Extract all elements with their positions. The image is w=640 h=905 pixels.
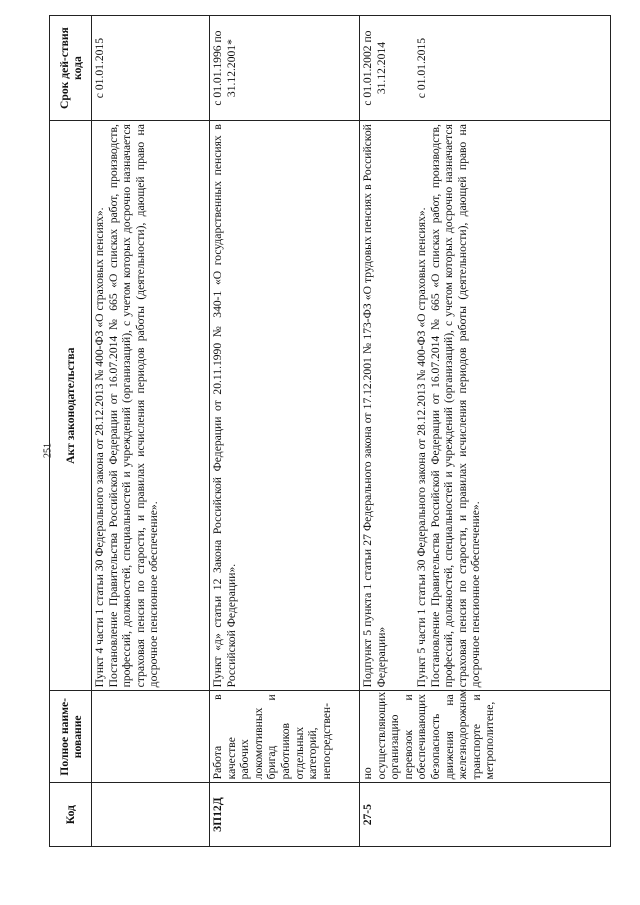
row-name (92, 691, 210, 783)
row-name: Работа в качестве рабочих локомотивных бригад и работников отдельных категорий, непосредствен- (210, 691, 360, 783)
table-row (92, 16, 210, 847)
term-period-2: с 01.01.2015 (415, 37, 428, 99)
act-paragraph: Постановление Правительства Российской Федерации от 16.07.2014 № 665 «О списках работ, производств, профессий, должностей, специальностей и учреждений (организаций), с учетом которых досрочно назначается страховая пенсия по старости, и правилах исчисления периодов работы (деятельности), дающей право на досрочное пенсионное обеспечение». (428, 124, 483, 688)
row-acts (92, 121, 210, 691)
header-full-name: Полное наиме-нование (50, 691, 92, 783)
header-code: Код (50, 783, 92, 847)
row-term (360, 16, 611, 121)
header-term: Срок дей-ствия кода (50, 16, 92, 121)
row-acts (360, 121, 611, 691)
act-paragraph: Пункт 4 части 1 статьи 30 Федерального закона от 28.12.2013 № 400-ФЗ «О страховых пенсиях». (93, 207, 106, 688)
table-row (360, 16, 611, 847)
act-paragraph: Пункт 5 части 1 статьи 30 Федерального закона от 28.12.2013 № 400-ФЗ «О страховых пенсиях». (415, 207, 428, 688)
table-header-row (50, 16, 92, 847)
row-term: с 01.01.1996 по 31.12.2001* (210, 16, 360, 121)
row-acts (210, 121, 360, 691)
table-row (210, 16, 360, 847)
page-number: 251 (42, 443, 54, 458)
row-code: 27-5 (360, 783, 611, 847)
act-paragraph: Постановление Правительства Российской Федерации от 16.07.2014 № 665 «О списках работ, производств, профессий, должностей, специальностей и учреждений (организаций), с учетом которых досрочно назначается страховая пенсия по старости, и правилах исчисления периодов работы (деятельности), дающей право на досрочное пенсионное обеспечение». (106, 124, 161, 688)
row-term: с 01.01.2015 (92, 16, 210, 121)
header-act: Акт законодательства (50, 121, 92, 691)
term-period-1: с 01.01.2002 по 31.12.2014 (361, 30, 388, 106)
act-paragraph: Подпункт 5 пункта 1 статьи 27 Федерального закона от 17.12.2001 № 173-ФЗ «О трудовых пенсиях в Российской Федерации» (361, 124, 388, 688)
row-code (92, 783, 210, 847)
act-paragraph: Пункт «д» статьи 12 Закона Российской Федерации от 20.11.1990 № 340-1 «О государственных пенсиях в Российской Федерации». (211, 124, 238, 688)
rotated-table-page (49, 15, 610, 847)
row-name: но осуществляющих организацию перевозок и обеспечивающих безопасность движения на железнодорожном транспорте и метрополитене, (360, 691, 611, 783)
legislation-table (49, 15, 611, 847)
row-code: ЗП12Д (210, 783, 360, 847)
